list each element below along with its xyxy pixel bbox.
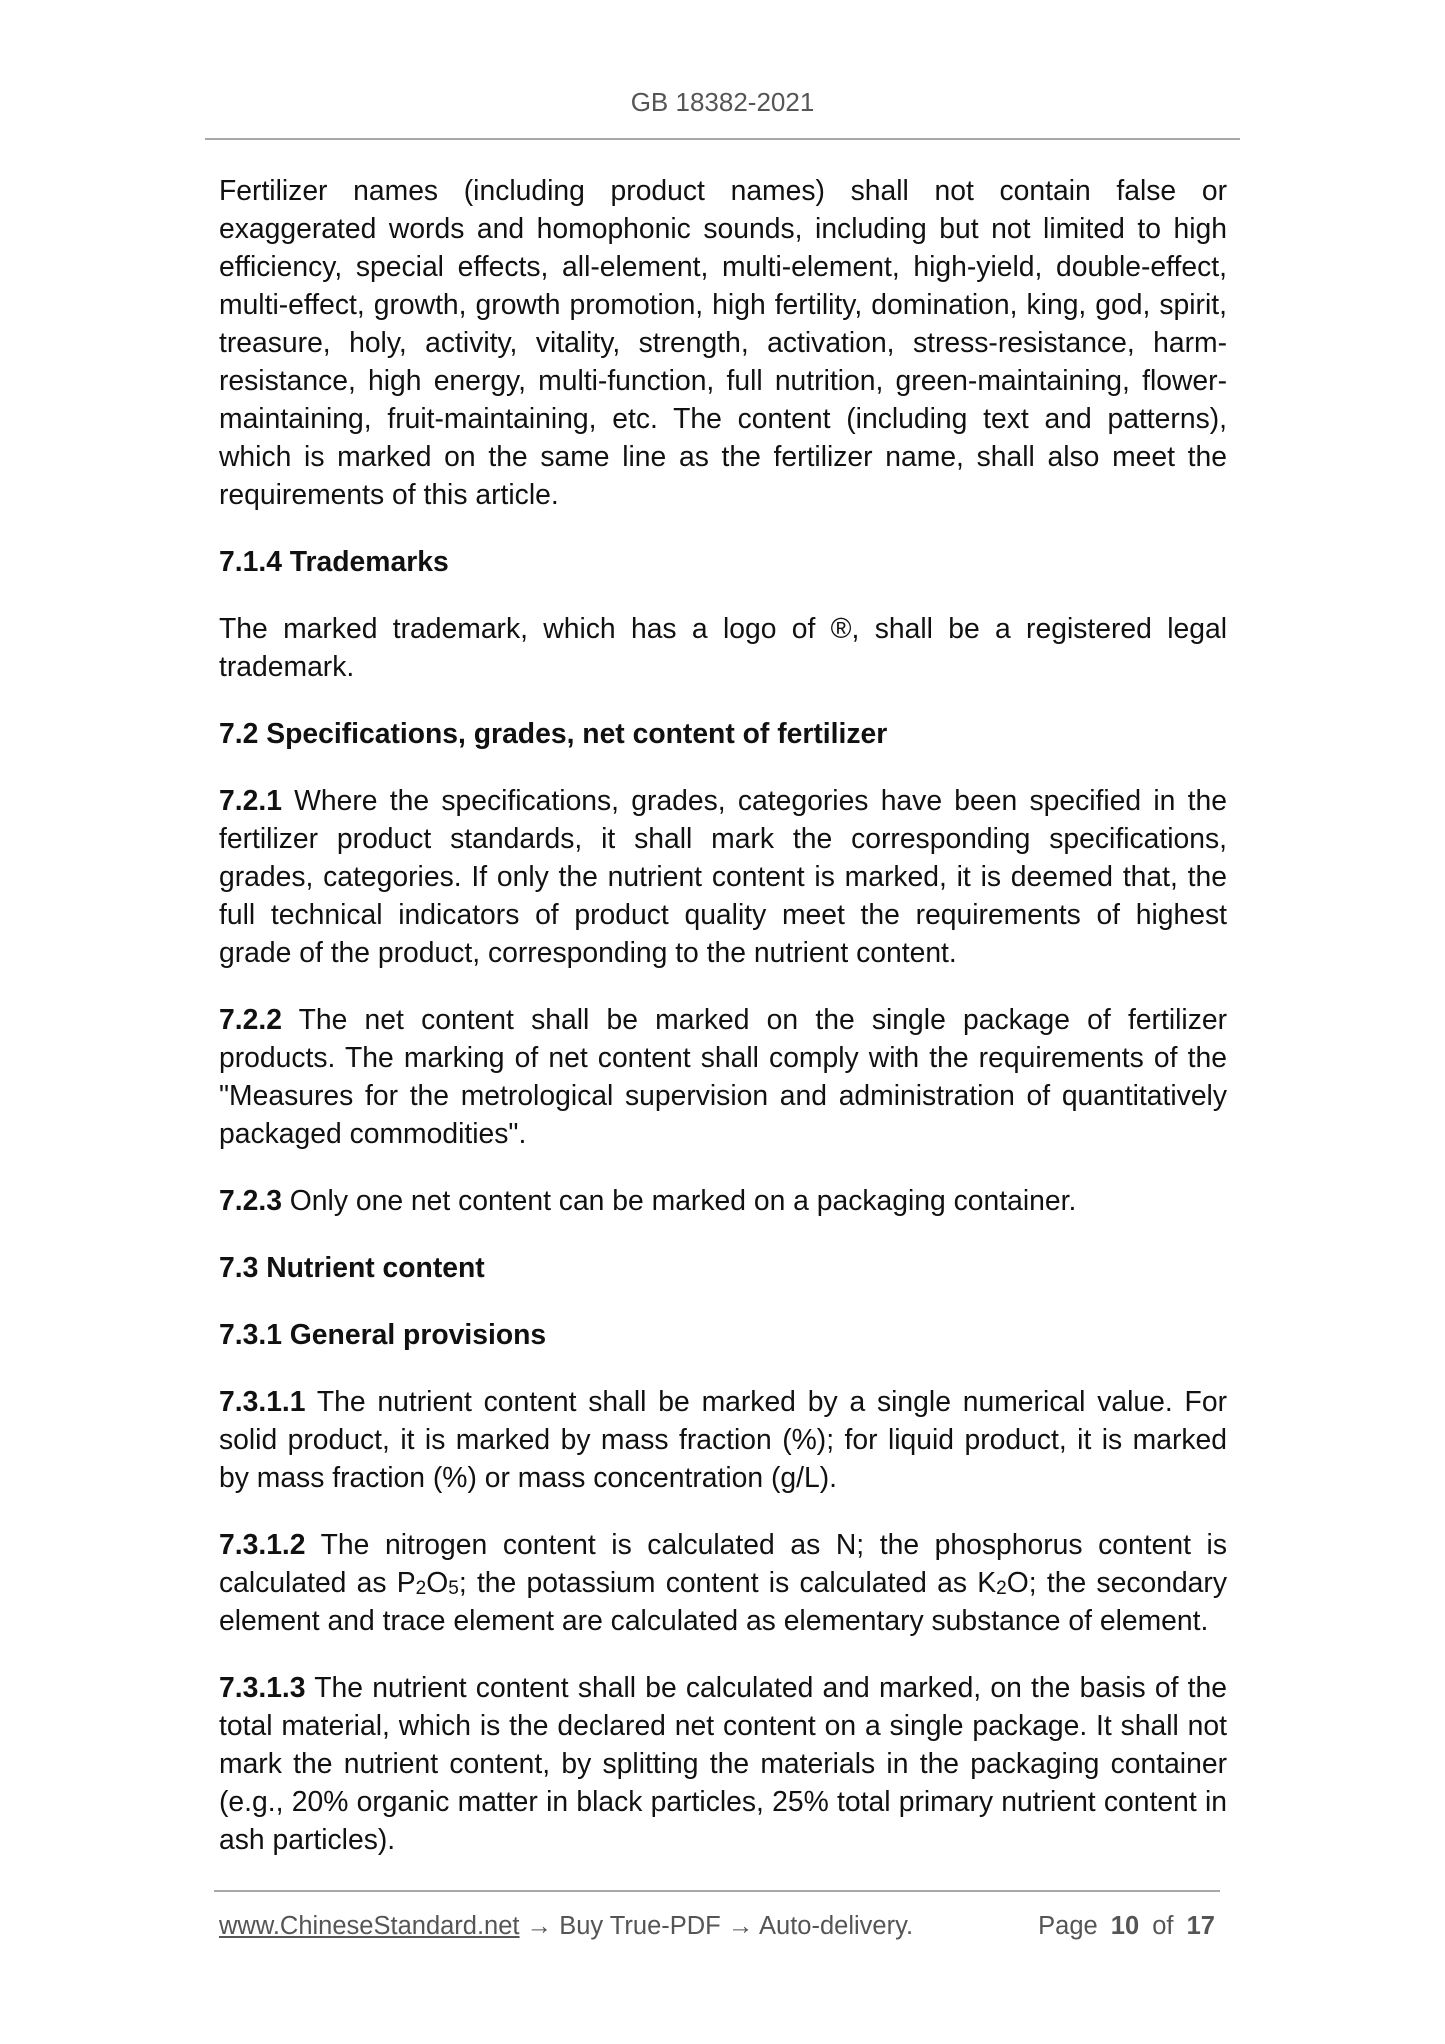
clause-number: 7.2.2: [219, 1003, 282, 1035]
footer-promo: [219, 1911, 913, 1941]
clause-7-3-1-3: [219, 1668, 1227, 1858]
clause-7-2-1: [219, 781, 1227, 971]
document-body: [219, 171, 1227, 1887]
clause-text: Only one net content can be marked on a packaging container.: [281, 1184, 1077, 1216]
subscript: 2: [415, 1578, 427, 1599]
clause-text: O: [426, 1566, 449, 1598]
subscript: 5: [448, 1578, 459, 1599]
clause-text: Where the specifications, grades, categories have been specified in the fertilizer product standards, it shall mark the corresponding specifications, grades, categories. If only the nutrient content is marked, it is deemed that, the full technical indicators of product quality meet the requirements of highest grade of the product, corresponding to the nutrient content.: [219, 784, 1227, 968]
clause-number: 7.3.1.2: [219, 1528, 306, 1560]
section-heading-7-1-4: 7.1.4 Trademarks: [219, 545, 449, 577]
arrow-right-icon: →: [727, 1912, 754, 1940]
section-heading-7-3-1: 7.3.1 General provisions: [219, 1318, 547, 1350]
clause-text: The net content shall be marked on the single package of fertilizer products. The marking of net content shall comply with the requirements of the "Measures for the metrological supervision and administration of quantitatively packaged commodities".: [219, 1003, 1227, 1149]
paragraph-trademark: [219, 609, 1227, 685]
clause-7-3-1-2: [219, 1525, 1227, 1639]
clause-number: 7.3.1.3: [219, 1671, 306, 1703]
clause-number: 7.2.3: [219, 1184, 282, 1216]
clause-text: The nutrient content shall be calculated and marked, on the basis of the total material, which is the declared net content on a single package. It shall not mark the nutrient content, by splitting the materials in the packaging container (e.g., 20% organic matter in black particles, 25% total primary nutrient content in ash particles).: [219, 1671, 1227, 1855]
clause-text: The nutrient content shall be marked by a single numerical value. For solid product, it is marked by mass fraction (%); for liquid product, it is marked by mass fraction (%) or mass concentration (g/L).: [219, 1385, 1227, 1493]
section-heading-7-2: 7.2 Specifications, grades, net content of fertilizer: [219, 717, 888, 749]
paragraph-text: The marked trademark, which has a logo of ®, shall be a registered legal trademark.: [219, 612, 1227, 682]
website-link[interactable]: www.ChineseStandard.net: [219, 1912, 520, 1940]
page-footer: [219, 1911, 1215, 1941]
clause-7-3-1-1: [219, 1382, 1227, 1496]
clause-text: ; the potassium content is calculated as K: [458, 1566, 997, 1598]
arrow-right-icon: →: [526, 1912, 553, 1940]
section-heading-7-3: 7.3 Nutrient content: [219, 1251, 485, 1283]
page-label: Page: [1038, 1912, 1098, 1940]
footer-divider: [214, 1890, 1220, 1892]
clause-number: 7.3.1.1: [219, 1385, 306, 1417]
subscript: 2: [996, 1578, 1007, 1599]
page-number: [1038, 1911, 1215, 1941]
buy-text: Buy True-PDF: [559, 1912, 721, 1940]
page-total: 17: [1186, 1912, 1215, 1940]
paragraph-text: Fertilizer names (including product names) shall not contain false or exaggerated words and homophonic sounds, including but not limited to high efficiency, special effects, all-element, multi-element, high-yield, double-effect, multi-effect, growth, growth promotion, high fertility, domination, king, god, spirit, treasure, holy, activity, vitality, strength, activation, stress-resistance, harm-resistance, high energy, multi-function, full nutrition, green-maintaining, flower-maintaining, fruit-maintaining, etc. The content (including text and patterns), which is marked on the same line as the fertilizer name, shall also meet the requirements of this article.: [219, 174, 1227, 510]
clause-number: 7.2.1: [219, 784, 282, 816]
clause-7-2-3: [219, 1181, 1227, 1219]
delivery-text: Auto-delivery.: [759, 1912, 914, 1940]
clause-text: O; the secondary element and trace element are calculated as elementary substance of element.: [219, 1566, 1227, 1636]
header-divider: [205, 138, 1240, 140]
of-label: of: [1152, 1912, 1174, 1940]
paragraph-fertilizer-names: [219, 171, 1227, 513]
clause-7-2-2: [219, 1000, 1227, 1152]
clause-text: The nitrogen content is calculated as N; the phosphorus content is calculated as P: [219, 1528, 1227, 1598]
document-header-title: GB 18382-2021: [630, 87, 815, 117]
page-current: 10: [1110, 1912, 1140, 1940]
